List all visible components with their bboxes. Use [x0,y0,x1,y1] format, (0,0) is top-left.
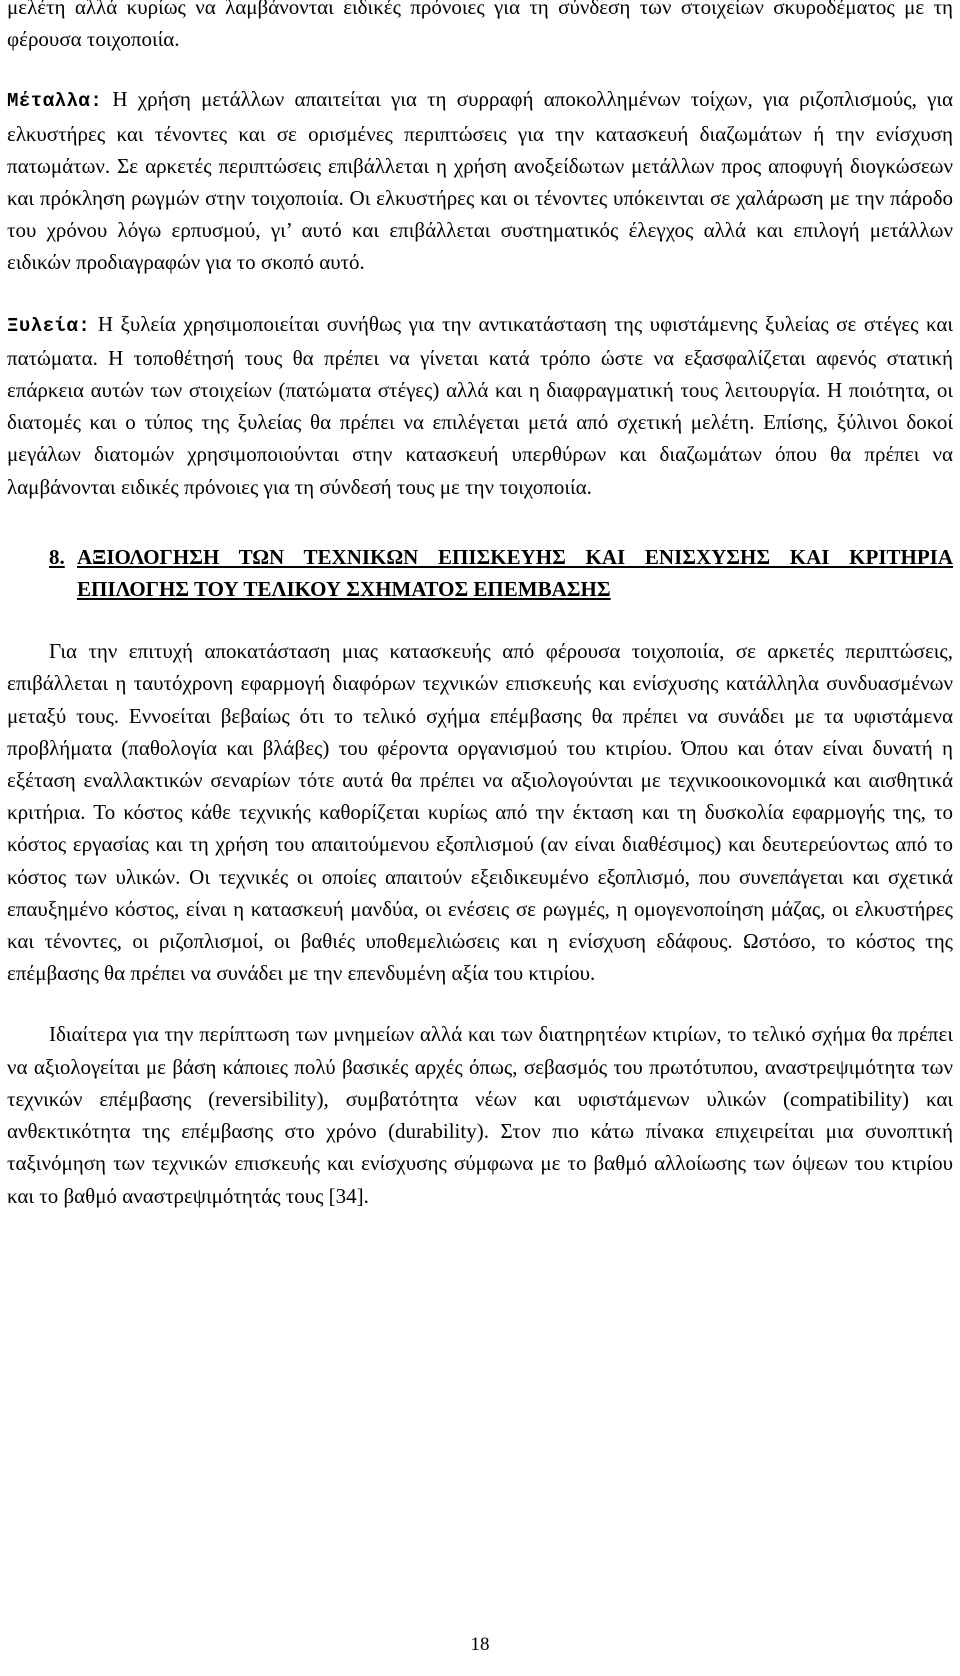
section-title: ΑΞΙΟΛΟΓΗΣΗ ΤΩΝ ΤΕΧΝΙΚΩΝ ΕΠΙΣΚΕΥΗΣ ΚΑΙ ΕΝΙΣΧΥΣΗΣ ΚΑΙ ΚΡΙΤΗΡΙΑ ΕΠΙΛΟΓΗΣ ΤΟΥ ΤΕΛΙΚΟΥ ΣΧΗΜΑΤΟΣ ΕΠΕΜΒΑΣΗΣ [77,544,953,602]
paragraph-metals-text: Η χρήση μετάλλων απαιτείται για τη συρραφή αποκολλημένων τοίχων, για ριζοπλισμούς, για ελκυστήρες και τένοντες και σε ορισμένες περιπτώσεις για την κατασκευή διαζωμάτων ή την ενίσχυση πατωμάτων. Σε αρκετές περιπτώσεις επιβάλλεται η χρήση ανοξείδωτων μετάλλων προς αποφυγή διογκώσεων και πρόκληση ρωγμών στην τοιχοποιία. Οι ελκυστήρες και οι τένοντες υπόκεινται σε χαλάρωση με την πάροδο του χρόνου λόγω ερπυσμού, γι’ αυτό και επιβάλλεται συστηματικός έλεγχος αλλά και επιλογή μετάλλων ειδικών προδιαγραφών για το σκοπό αυτό. [7,87,953,275]
paragraph-monuments: Ιδιαίτερα για την περίπτωση των μνημείων αλλά και των διατηρητέων κτιρίων, το τελικό σχήμα θα πρέπει να αξιολογείται με βάση κάποιες πολύ βασικές αρχές όπως, σεβασμός του πρωτότυπου, αναστρεψιμότητα των τεχνικών επέμβασης (reversibility), συμβατότητα νέων και υφιστάμενων υλικών (compatibility) και ανθεκτικότητα της επέμβασης στο χρόνο (durability). Στον πιο κάτω πίνακα επιχειρείται μια συνοπτική ταξινόμηση των τεχνικών επισκευής και ενίσχυσης σύμφωνα με το βαθμό αλλοίωσης των όψεων του κτιρίου και το βαθμό αναστρεψιμότητάς τους [34]. [7,1022,953,1208]
term-metals: Μέταλλα: [7,90,103,113]
section-number: 8. [49,544,65,569]
paragraph-wood-text: Η ξυλεία χρησιμοποιείται συνήθως για την αντικατάσταση της υφιστάμενης ξυλείας σε στέγες και πατώματα. Η τοποθέτησή τους θα πρέπει να γίνεται κατά τρόπο ώστε να εξασφαλίζεται αφενός στατική επάρκεια αυτών των στοιχείων (πατώματα στέγες) αλλά και η διαφραγματική τους λειτουργία. Η ποιότητα, οι διατομές και ο τύπος της ξυλείας θα πρέπει να επιλέγεται μετά από σχετική μελέτη. Επίσης, ξύλινοι δοκοί μεγάλων διατομών χρησιμοποιούνται στην κατασκευή υπερθύρων και διαζωμάτων όπου θα πρέπει να λαμβάνονται ειδικές πρόνοιες για τη σύνδεσή τους με την τοιχοποιία. [7,311,953,499]
paragraph-restoration: Για την επιτυχή αποκατάσταση μιας κατασκευής από φέρουσα τοιχοποιία, σε αρκετές περιπτώσεις, επιβάλλεται η ταυτόχρονη εφαρμογή διαφόρων τεχνικών επισκευής και ενίσχυσης κατάλληλα συνδυασμένων μεταξύ τους. Εννοείται βεβαίως ότι το τελικό σχήμα επέμβασης θα πρέπει να συνάδει με τα υφιστάμενα προβλήματα (παθολογία και βλάβες) του φέροντα οργανισμού του κτιρίου. Όπου και όταν είναι δυνατή η εξέταση εναλλακτικών σεναρίων τότε αυτά θα πρέπει να αξιολογούνται με τεχνικοοικονομικά και αισθητικά κριτήρια. Το κόστος κάθε τεχνικής καθορίζεται κυρίως από την έκταση και τη δυσκολία εφαρμογής της, το κόστος εργασίας και τη χρήση του απαιτούμενου εξοπλισμού (αν είναι διαθέσιμος) και δευτερεύοντως από το κόστος των υλικών. Οι τεχνικές οι οποίες απαιτούν εξειδικευμένο εξοπλισμό, που συνεπάγεται και σχετικά επαυξημένο κόστος, είναι η κατασκευή μανδύα, οι ενέσεις σε ρωγμές, η ομογενοποίηση μάζας, οι ελκυστήρες και τένοντες, οι ριζοπλισμοί, οι βαθιές υποθεμελιώσεις και η ενίσχυση εδάφους. Ωστόσο, το κόστος της επέμβασης θα πρέπει να συνάδει με την επενδυμένη αξία του κτιρίου. [7,639,953,986]
paragraph-wood [7,308,953,503]
term-wood: Ξυλεία: [7,314,91,337]
document-page [7,0,953,1212]
paragraph-metals [7,83,953,278]
section-heading [7,541,953,605]
page-number: 18 [470,1634,490,1655]
paragraph-continuation: μελέτη αλλά κυρίως να λαμβάνονται ειδικές πρόνοιες για τη σύνδεση των στοιχείων σκυροδέματος με τη φέρουσα τοιχοποιία. [7,0,953,52]
